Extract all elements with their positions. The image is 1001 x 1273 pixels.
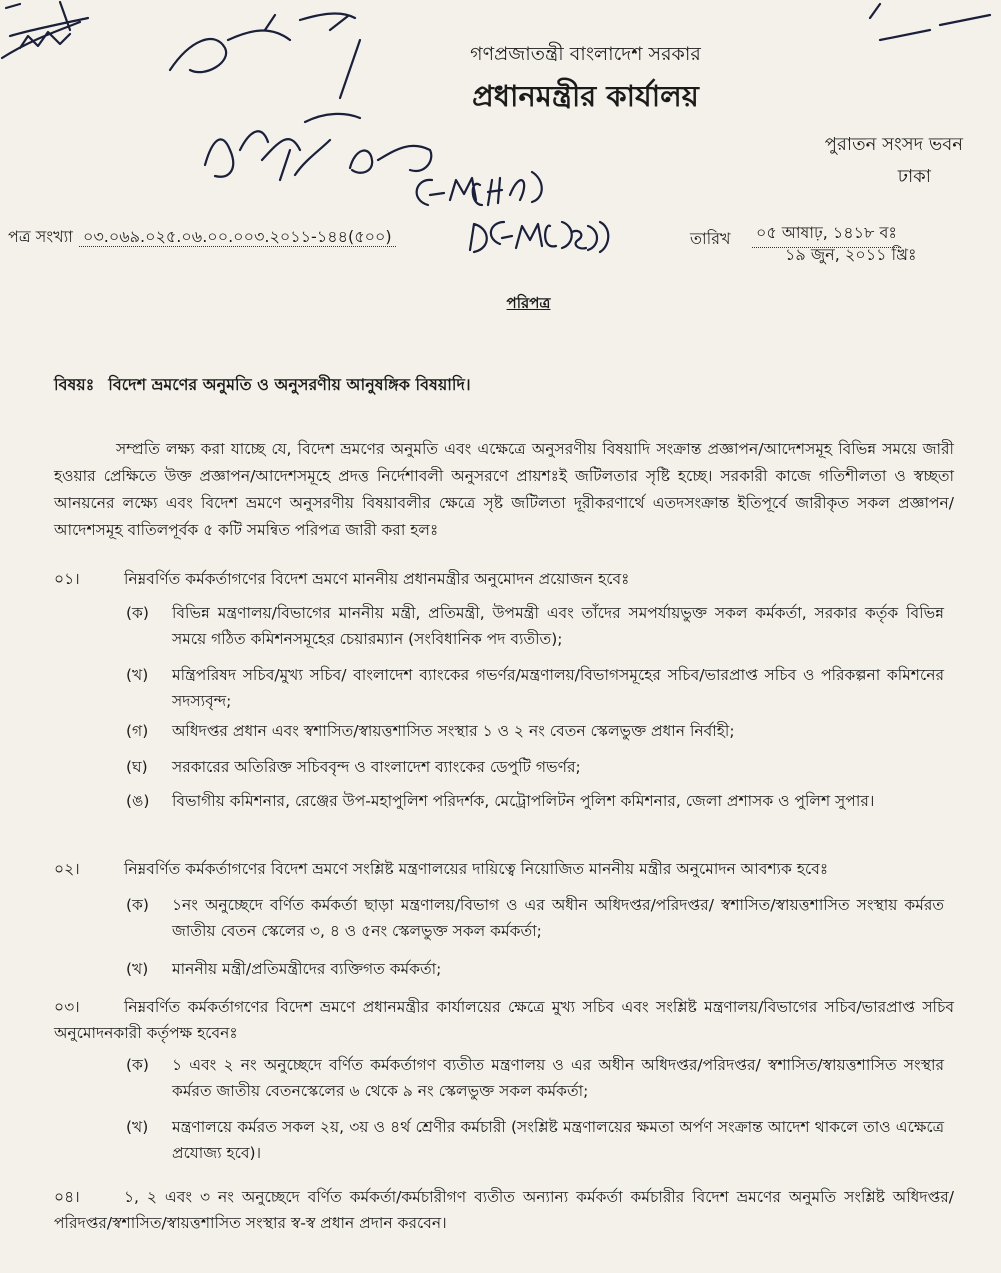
section-number: ০২। (54, 860, 80, 878)
item-text: বিভিন্ন মন্ত্রণালয়/বিভাগের মাননীয় মন্ত্রী, প্রতিমন্ত্রী, উপমন্ত্রী এবং তাঁদের সমপর্যায়ভুক্ত সকল কর্মকর্তা, সরকার কর্তৃক বিভিন্ন সময়ে গঠিত কমিশনসমূহের চেয়ারম্যান (সংবিধানিক পদ ব্যতীত); (172, 604, 944, 648)
circular-heading (0, 292, 1001, 317)
section-01-item-ka (126, 600, 944, 652)
section-02-item-ka (126, 892, 944, 944)
address-line-2: ঢাকা (897, 166, 931, 187)
date-label: তারিখ (690, 229, 731, 248)
address-line-1: পুরাতন সংসদ ভবন (824, 134, 963, 155)
item-text: মাননীয় মন্ত্রী/প্রতিমন্ত্রীদের ব্যক্তিগত কর্মকর্তা; (172, 960, 442, 978)
section-04 (54, 1184, 954, 1236)
section-text: নিম্নবর্ণিত কর্মকর্তাগণের বিদেশ ভ্রমণে প্রধানমন্ত্রীর কার্যালয়ের ক্ষেত্রে মুখ্য সচিব এবং সংশ্লিষ্ট মন্ত্রণালয়/বিভাগের সচিব/ভারপ্রাপ্ত সচিব অনুমোদনকারী কর্তৃপক্ষ হবেনঃ (54, 998, 954, 1042)
section-text: নিম্নবর্ণিত কর্মকর্তাগণের বিদেশ ভ্রমণে সংশ্লিষ্ট মন্ত্রণালয়ের দায়িত্বে নিয়োজিত মাননীয় মন্ত্রীর অনুমোদন আবশ্যক হবেঃ (124, 860, 829, 878)
section-number: ০৩। (54, 998, 80, 1016)
item-mark: (ঘ) (126, 758, 148, 776)
section-03-item-kha (126, 1114, 944, 1166)
item-mark: (খ) (126, 1118, 149, 1136)
section-01-item-umo (126, 788, 944, 814)
item-mark: (খ) (126, 666, 149, 684)
section-number: ০১। (54, 570, 80, 588)
memo-number: ০৩.০৬৯.০২৫.০৬.০০.০০৩.২০১১-১৪৪(৫০০) (79, 227, 396, 247)
section-03-item-ka (126, 1052, 944, 1104)
memo-number-line (8, 224, 396, 251)
item-mark: (ক) (126, 1056, 149, 1074)
section-text: নিম্নবর্ণিত কর্মকর্তাগণের বিদেশ ভ্রমণে মাননীয় প্রধানমন্ত্রীর অনুমোদন প্রয়োজন হবেঃ (124, 570, 630, 588)
item-text: সরকারের অতিরিক্ত সচিববৃন্দ ও বাংলাদেশ ব্যাংকের ডেপুটি গভর্ণর; (172, 758, 581, 776)
section-01-item-gha (126, 754, 944, 780)
subject-text: বিদেশ ভ্রমণের অনুমতি ও অনুসরণীয় আনুষঙ্গিক বিষয়াদি। (108, 375, 471, 394)
date-english: ১৯ জুন, ২০১১ খ্রিঃ (785, 245, 917, 264)
item-mark: (ক) (126, 604, 149, 622)
government-name: গণপ্রজাতন্ত্রী বাংলাদেশ সরকার (470, 43, 701, 65)
section-01-item-kha (126, 662, 944, 714)
item-mark: (ঙ) (126, 792, 150, 810)
section-03 (54, 994, 954, 1046)
item-mark: (ক) (126, 896, 149, 914)
item-text: ১নং অনুচ্ছেদে বর্ণিত কর্মকর্তা ছাড়া মন্ত্রণালয়/বিভাগ ও এর অধীন অধিদপ্তর/পরিদপ্তর/ স্বশাসিত/স্বায়ত্তশাসিত সংস্থায় কর্মরত জাতীয় বেতন স্কেলের ৩, ৪ ও ৫নং স্কেলভুক্ত সকল কর্মকর্তা; (172, 896, 944, 940)
circular-label: পরিপত্র (506, 294, 551, 312)
section-01 (54, 566, 954, 592)
item-text: অধিদপ্তর প্রধান এবং স্বশাসিত/স্বায়ত্তশাসিত সংস্থার ১ ও ২ নং বেতন স্কেলভুক্ত প্রধান নির্বাহী; (172, 722, 735, 740)
section-text: ১, ২ এবং ৩ নং অনুচ্ছেদে বর্ণিত কর্মকর্তা/কর্মচারীগণ ব্যতীত অন্যান্য কর্মকর্তা কর্মচারীর বিদেশ ভ্রমণের অনুমতি সংশ্লিষ্ট অধিদপ্তর/পরিদপ্তর/স্বশাসিত/স্বায়ত্তশাসিত সংস্থার স্ব-স্ব প্রধান প্রদান করবেন। (54, 1188, 954, 1232)
section-01-item-ga (126, 718, 944, 744)
memo-label: পত্র সংখ্যা (8, 227, 73, 246)
intro-paragraph: সম্প্রতি লক্ষ্য করা যাচ্ছে যে, বিদেশ ভ্রমণের অনুমতি এবং এক্ষেত্রে অনুসরণীয় বিষয়াদি সংক্রান্ত প্রজ্ঞাপন/আদেশসমূহ বিভিন্ন সময়ে জারী হওয়ার প্রেক্ষিতে উক্ত প্রজ্ঞাপন/আদেশসমূহে প্রদত্ত নির্দেশাবলী অনুসরণে প্রায়শঃই জটিলতার সৃষ্টি হচ্ছে। সরকারী কাজে গতিশীলতা ও স্বচ্ছতা আনয়নের লক্ষ্যে এবং বিদেশ ভ্রমণে অনুসরণীয় বিষয়াবলীর ক্ষেত্রে সৃষ্ট জটিলতা দূরীকরণার্থে এতদসংক্রান্ত ইতিপূর্বে জারীকৃত সকল প্রজ্ঞাপন/আদেশসমূহ বাতিলপূর্বক ৫ কটি সমন্বিত পরিপত্র জারী করা হলঃ (54, 440, 954, 539)
item-mark: (গ) (126, 722, 149, 740)
section-number: ০৪। (54, 1188, 80, 1206)
item-text: বিভাগীয় কমিশনার, রেঞ্জের উপ-মহাপুলিশ পরিদর্শক, মেট্রোপলিটন পুলিশ কমিশনার, জেলা প্রশাসক ও পুলিশ সুপার। (172, 792, 875, 810)
date-bangla: ০৫ আষাঢ়, ১৪১৮ বঃ (752, 220, 901, 248)
subject-line (54, 372, 471, 399)
office-name: প্রধানমন্ত্রীর কার্যালয় (472, 79, 699, 113)
item-text: মন্ত্রিপরিষদ সচিব/মুখ্য সচিব/ বাংলাদেশ ব্যাংকের গভর্ণর/মন্ত্রণালয়/বিভাগসমূহের সচিব/ভারপ্রাপ্ত সচিব ও পরিকল্পনা কমিশনের সদস্যবৃন্দ; (172, 666, 944, 710)
section-02 (54, 856, 954, 882)
section-02-item-kha (126, 956, 944, 982)
item-text: ১ এবং ২ নং অনুচ্ছেদে বর্ণিত কর্মকর্তাগণ ব্যতীত মন্ত্রণালয় ও এর অধীন অধিদপ্তর/পরিদপ্তর/ স্বশাসিত/স্বায়ত্তশাসিত সংস্থার কর্মরত জাতীয় বেতনস্কেলের ৬ থেকে ৯ নং স্কেলভুক্ত সকল কর্মকর্তা; (172, 1056, 944, 1100)
subject-label: বিষয়ঃ (54, 375, 95, 394)
item-text: মন্ত্রণালয়ে কর্মরত সকল ২য়, ৩য় ও ৪র্থ শ্রেণীর কর্মচারী (সংশ্লিষ্ট মন্ত্রণালয়ের ক্ষমতা অর্পণ সংক্রান্ত আদেশ থাকলে তাও এক্ষেত্রে প্রযোজ্য হবে)। (172, 1118, 944, 1162)
item-mark: (খ) (126, 960, 149, 978)
